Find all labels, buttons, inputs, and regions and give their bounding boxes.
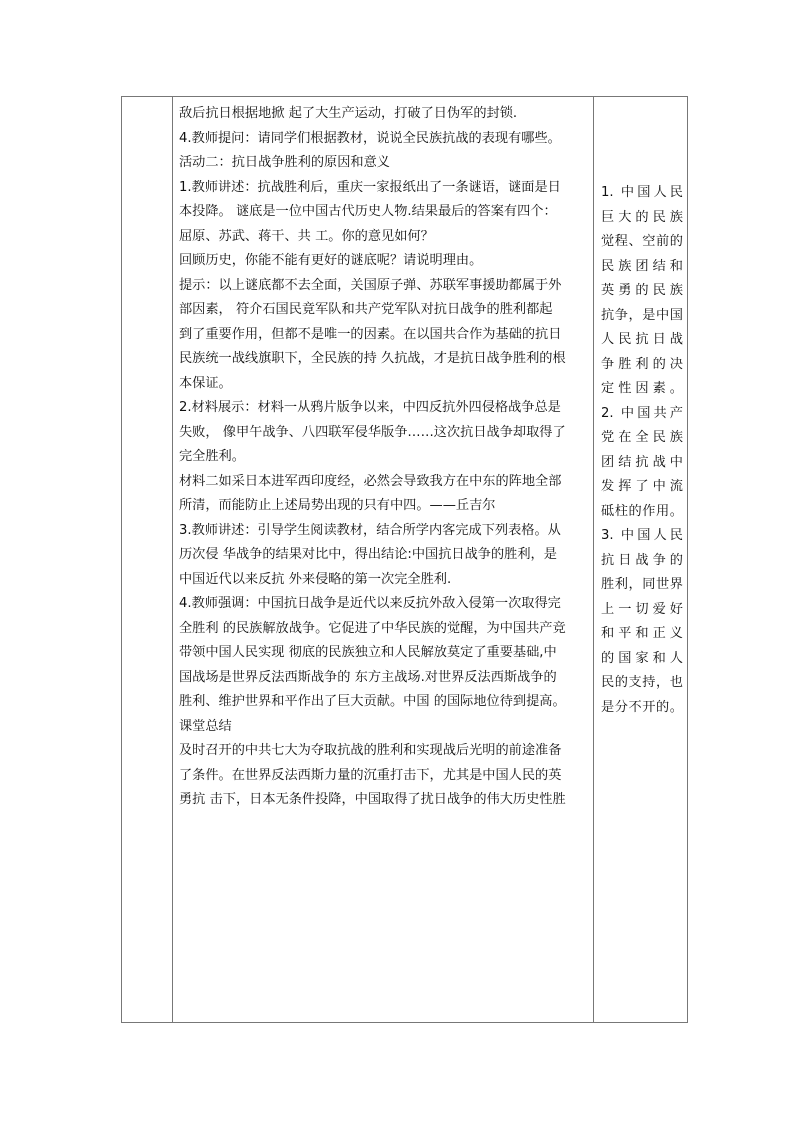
text-line: 民族统一战线旗职下，全民族的持 久抗战，才是抗日战争胜利的根 <box>179 351 566 366</box>
text-line: 提示：以上谜底都不去全面，关国原子弹、苏联军事援助都属于外 <box>179 277 562 293</box>
text-line: 屈原、苏武、蒋干、共 工。你的意见如何？ <box>179 228 434 244</box>
text-line: 1.教师讲述：抗战胜利后，重庆一家报纸出了一条谜语，谜面是日 <box>179 179 561 195</box>
intent-line: 争胜利的决 <box>601 356 683 372</box>
intent-line: 是分不开的。 <box>601 699 683 715</box>
text-line: 全胜利 的民族解放战争。它促进了中华民族的觉醒，为中国共产竞 <box>179 620 566 636</box>
text-line: 本保证。 <box>179 375 232 391</box>
intent-line: 民的支持，也 <box>601 675 683 690</box>
right-column-divider <box>593 97 594 1022</box>
intent-line: 团结抗战中 <box>601 454 683 470</box>
text-line: 材料二如采日本进军西印度经，必然会导致我方在中东的阵地全部 <box>179 473 562 489</box>
text-line: 中国近代以来反抗 外来侵略的第一次完全胜利. <box>179 571 452 587</box>
text-line: 所清，而能防止上述局势出现的只有中四。——丘吉尔 <box>179 498 496 513</box>
text-line: 到了重要作用，但都不是唯一的因素。在以国共合作为基础的抗日 <box>179 326 562 342</box>
text-line: 部因素， 符介石国民竟军队和共产党军队对抗日战争的胜利都起 <box>179 302 553 317</box>
intent-line: 定性因素。 <box>601 381 683 396</box>
intent-line: 人民抗日战 <box>601 332 683 347</box>
text-line: 勇抗 击下，日本无条件投降，中国取得了扰日战争的伟大历史性胜 <box>179 792 566 807</box>
text-line: 国战场是世界反法西斯战争的 东方主战场.对世界反法西斯战争的 <box>179 669 557 685</box>
text-line: 课堂总结 <box>179 718 232 734</box>
intent-line: 砥柱的作用。 <box>601 503 683 519</box>
intent-line: 党在全民族 <box>601 430 683 445</box>
text-line: 本投降。 谜底是一位中国古代历史人物.结果最后的答案有四个： <box>179 204 557 219</box>
teaching-process-cell <box>179 97 589 813</box>
intent-line: 发挥了中流 <box>601 479 683 494</box>
intent-line: 的国家和人 <box>601 650 683 666</box>
intent-line: 民族团结和 <box>601 258 683 274</box>
intent-line: 抗争，是中国 <box>601 307 683 323</box>
text-line: 胜利、维护世界和平作出了巨大贡献。中国 的国际地位待到提高。 <box>179 694 566 709</box>
intent-line: 和平和正义 <box>601 626 683 641</box>
left-column-divider <box>172 97 173 1022</box>
text-line: 完全胜利。 <box>179 449 245 464</box>
intent-line: 巨大的民族 <box>601 209 683 225</box>
text-line: 了条件。在世界反法西斯力量的沉重打击下，尤其是中国人民的英 <box>179 767 562 783</box>
intent-line: 觉程、空前的 <box>601 234 683 249</box>
text-line: 历次侵 华战争的结果对比中，得出结论:中国抗日战争的胜利，是 <box>179 547 557 562</box>
lesson-plan-table <box>121 96 688 1023</box>
text-line: 敌后抗日根据地掀 起了大生产运动，打破了日伪军的封锁. <box>179 106 518 121</box>
text-line: 失败， 像甲午战争、八四联军侵华版争……这次抗日战争却取得了 <box>179 424 566 440</box>
intent-line: 胜利，同世界 <box>601 577 683 592</box>
text-line: 2.材料展示：材料一从鸦片版争以来，中四反抗外四侵格战争总是 <box>179 400 561 415</box>
intent-line: 1. 中国人民 <box>601 185 683 200</box>
intent-line: 2. 中国共产 <box>601 405 683 421</box>
text-line: 带领中国人民实现 彻底的民族独立和人民解放莫定了重要基础,中 <box>179 645 557 660</box>
text-line: 4.教师强调：中国抗日战争是近代以来反抗外敌入侵第一次取得完 <box>179 596 561 611</box>
text-line: 活动二：抗日战争胜利的原因和意义 <box>179 155 390 170</box>
text-line: 及时召开的中共七大为夺取抗战的胜利和实现战后光明的前途准备 <box>179 743 562 758</box>
intent-line: 3. 中国人民 <box>601 528 683 543</box>
intent-line: 上一切爱好 <box>601 601 683 617</box>
text-line: 3.教师讲述：引导学生阅读教材，结合所学内客完成下列表格。从 <box>179 522 561 538</box>
text-line: 回顾历史，你能不能有更好的谜底呢？请说明理由。 <box>179 253 483 268</box>
design-intent-cell <box>601 181 683 720</box>
text-line: 4.教师提问：请同学们根据教材，说说全民族抗战的表现有哪些。 <box>179 130 561 146</box>
intent-line: 英勇的民族 <box>601 283 683 298</box>
intent-line: 抗日战争的 <box>601 552 683 568</box>
